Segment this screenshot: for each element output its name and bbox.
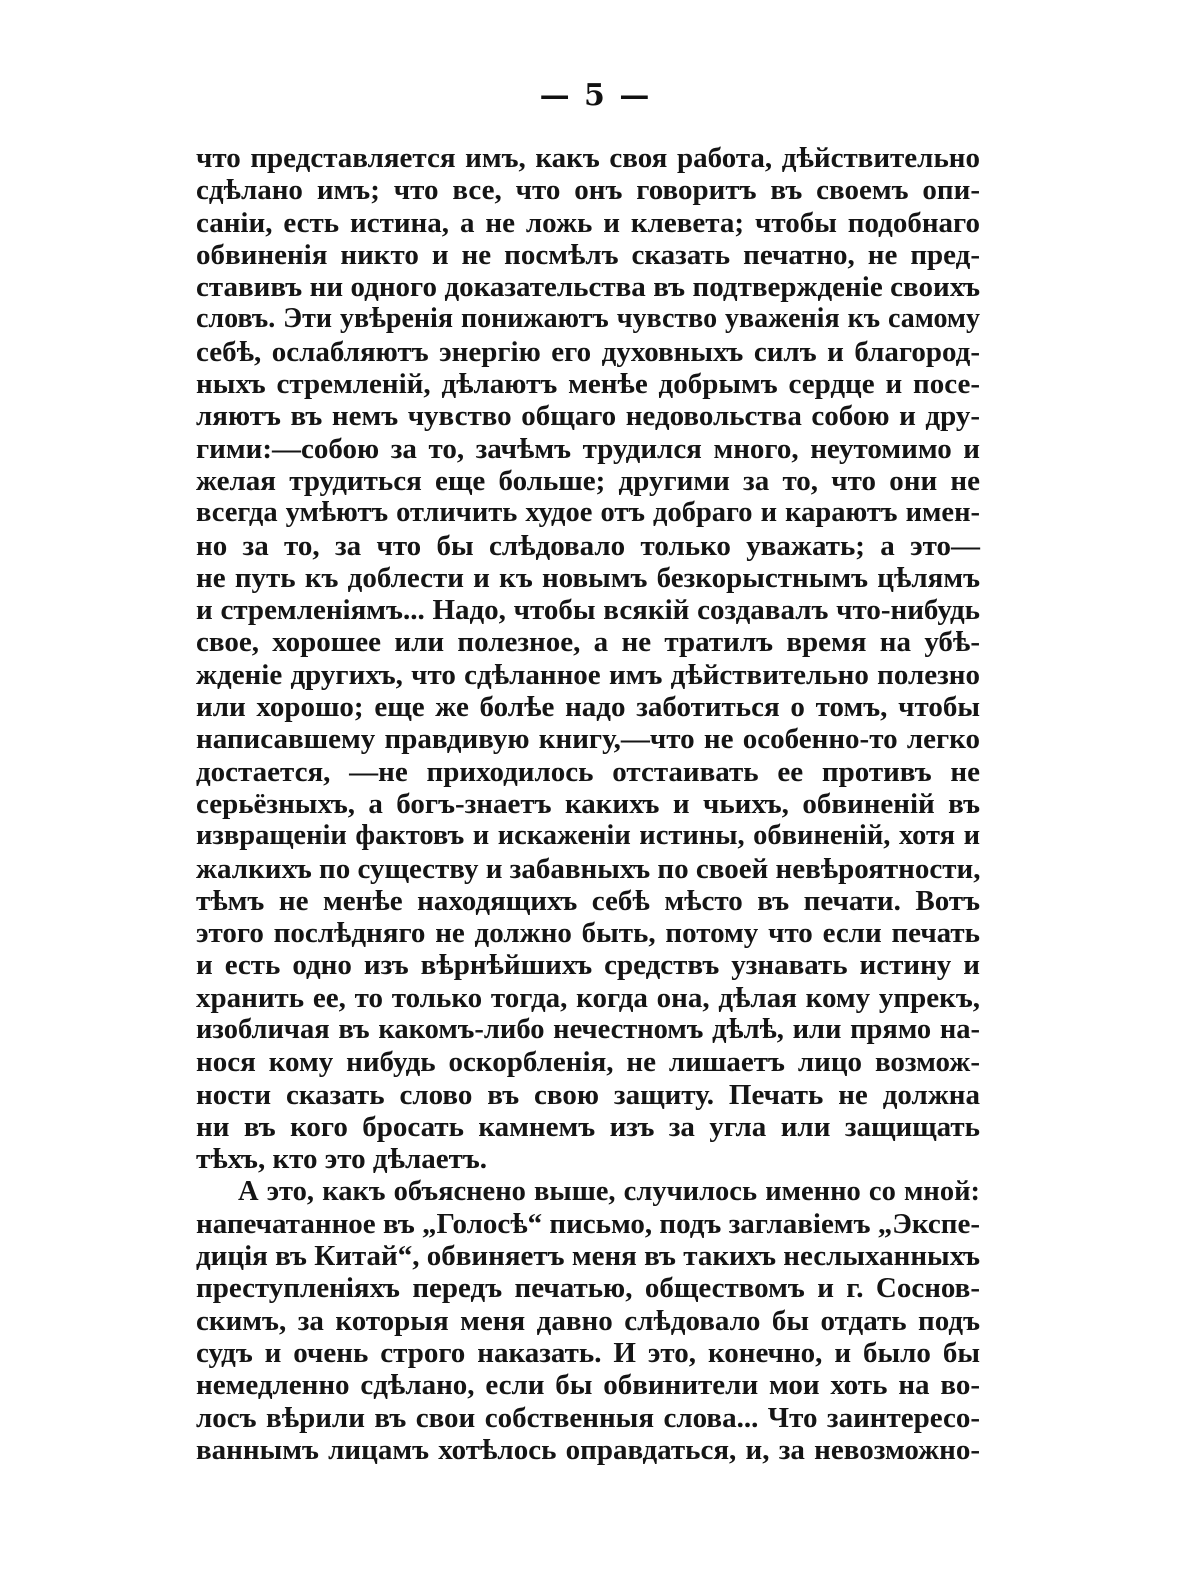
text-line: скимъ, за которыя меня давно слѣдовало бы отдать подъ	[196, 1304, 980, 1337]
text-line: напечатанное въ „Голосѣ“ письмо, подъ заглавіемъ „Экспе-	[196, 1207, 980, 1240]
text-line: судъ и очень строго наказать. И это, конечно, и было бы	[196, 1336, 980, 1369]
body-text	[196, 142, 980, 1466]
text-line: изобличая въ какомъ-либо нечестномъ дѣлѣ, или прямо на-	[196, 1014, 980, 1046]
text-line: хранить ее, то только тогда, когда она, дѣлая кому упрекъ,	[196, 981, 980, 1014]
text-line: извращеніи фактовъ и искаженіи истины, обвиненій, хотя и	[196, 820, 980, 852]
text-line: гими:—собою за то, зачѣмъ трудился много, неутомимо и	[196, 432, 980, 465]
text-line: жденіе другихъ, что сдѣланное имъ дѣйствительно полезно	[196, 658, 980, 691]
page-number: — 5 —	[539, 78, 652, 113]
text-line: обвиненія никто и не посмѣлъ сказать печатно, не пред-	[196, 238, 980, 271]
text-line: написавшему правдивую книгу,—что не особенно-то легко	[196, 723, 980, 756]
text-line: тѣмъ не менѣе находящихъ себѣ мѣсто въ печати. Вотъ	[196, 884, 980, 917]
text-line: немедленно сдѣлано, если бы обвинители мои хоть на во-	[196, 1369, 980, 1402]
text-line: лосъ вѣрили въ свои собственныя слова... Что заинтересо-	[196, 1401, 980, 1434]
text-line: словъ. Эти увѣренія понижаютъ чувство уваженія къ самому	[196, 303, 980, 335]
text-line: саніи, есть истина, а не ложь и клевета; чтобы подобнаго	[196, 206, 980, 239]
paragraph-end-line: тѣхъ, кто это дѣлаетъ.	[196, 1143, 488, 1176]
text-line: ляютъ въ немъ чувство общаго недовольства собою и дру-	[196, 400, 980, 433]
text-line: жалкихъ по существу и забавныхъ по своей невѣроятности,	[196, 852, 981, 885]
text-line: но за то, за что бы слѣдовало только уважать; а это—	[196, 529, 980, 562]
text-line: желая трудиться еще больше; другими за то, что они не	[196, 464, 980, 497]
text-line: ныхъ стремленій, дѣлаютъ менѣе добрымъ сердце и посе-	[196, 368, 980, 401]
paragraph-start-line: А это, какъ объяснено выше, случилось именно со мной:	[238, 1175, 980, 1207]
text-line: не путь къ доблести и къ новымъ безкорыстнымъ цѣлямъ	[196, 561, 980, 594]
text-line: ни въ кого бросать камнемъ изъ за угла или защищать	[196, 1110, 980, 1143]
text-line: преступленіяхъ передъ печатью, обществомъ и г. Соснов-	[196, 1272, 980, 1305]
text-line: диція въ Китай“, обвиняетъ меня въ такихъ неслыханныхъ	[196, 1240, 980, 1273]
text-line: свое, хорошее или полезное, а не тратилъ время на убѣ-	[196, 626, 980, 659]
text-line: и стремленіямъ... Надо, чтобы всякій создавалъ что-нибудь	[196, 594, 980, 627]
text-line: ности сказать слово въ свою защиту. Печать не должна	[196, 1078, 980, 1111]
text-line: серьёзныхъ, а богъ-знаетъ какихъ и чьихъ, обвиненій въ	[196, 787, 980, 820]
text-line: всегда умѣютъ отличить худое отъ добраго и караютъ имен-	[196, 497, 980, 529]
text-line: ваннымъ лицамъ хотѣлось оправдаться, и, за невозможно-	[196, 1433, 980, 1466]
text-line: себѣ, ослабляютъ энергію его духовныхъ силъ и благород-	[196, 335, 980, 368]
text-line: нося кому нибудь оскорбленія, не лишаетъ лицо возмож-	[196, 1046, 980, 1079]
text-line: или хорошо; еще же болѣе надо заботиться о томъ, чтобы	[196, 691, 980, 724]
text-line: достается, —не приходилось отстаивать ее противъ не	[196, 755, 980, 788]
text-line: и есть одно изъ вѣрнѣйшихъ средствъ узнавать истину и	[196, 949, 980, 982]
text-line: этого послѣдняго не должно быть, потому что если печать	[196, 917, 980, 950]
text-line: сдѣлано имъ; что все, что онъ говоритъ въ своемъ опи-	[196, 174, 980, 207]
text-line: ставивъ ни одного доказательства въ подтвержденіе своихъ	[196, 271, 980, 304]
text-line: что представляется имъ, какъ своя работа, дѣйствительно	[196, 142, 980, 174]
